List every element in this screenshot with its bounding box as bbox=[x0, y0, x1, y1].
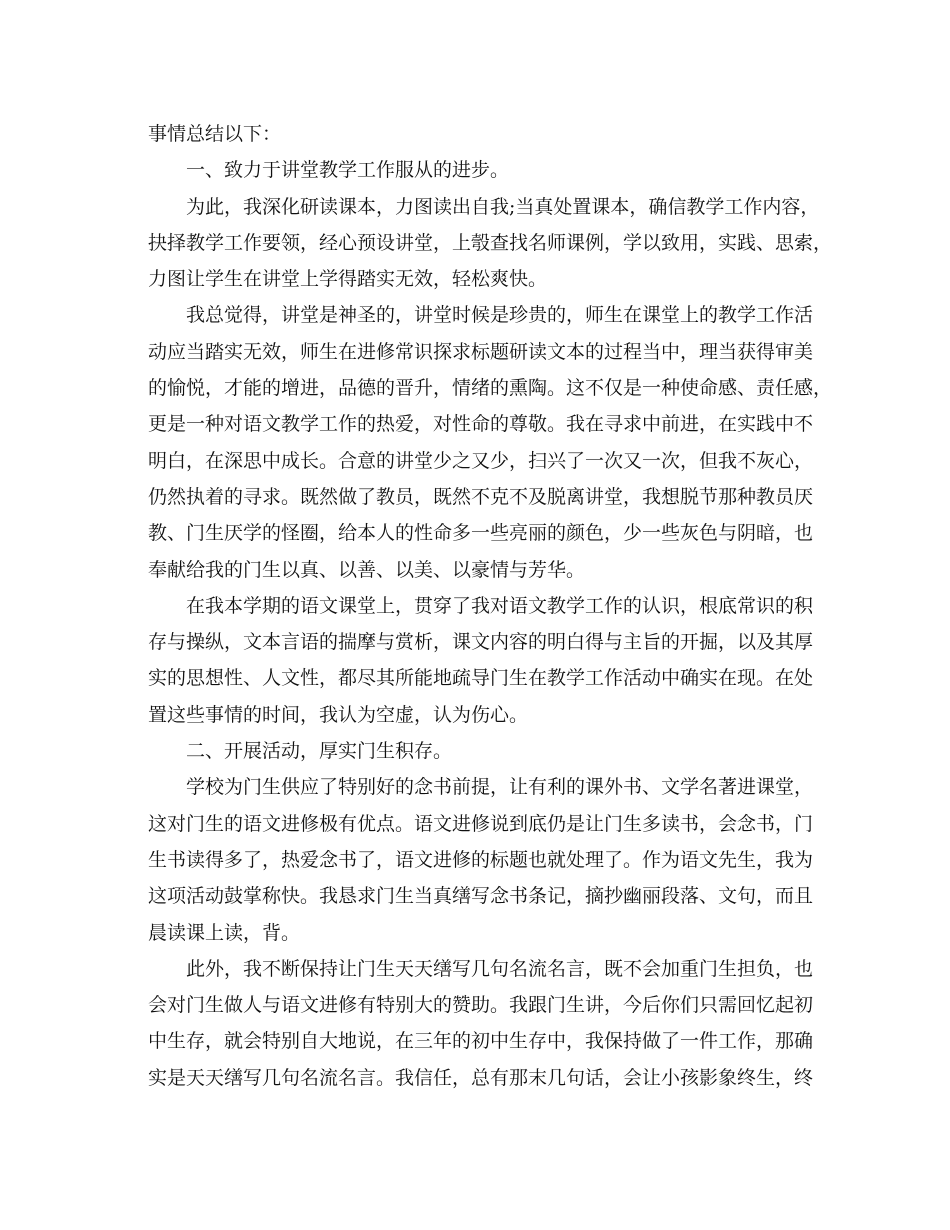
paragraph-line: 存与操纵，文本言语的揣摩与赏析，课文内容的明白得与主旨的开掘，以及其厚 bbox=[148, 631, 814, 654]
paragraph-line: 晨读课上读，背。 bbox=[148, 921, 301, 944]
document-body bbox=[148, 116, 833, 1096]
paragraph-line: 教、门生厌学的怪圈，给本人的性命多一些亮丽的颜色，少一些灰色与阴暗，也 bbox=[148, 522, 814, 545]
paragraph-line: 明白，在深思中成长。合意的讲堂少之又少，扫兴了一次又一次，但我不灰心， bbox=[148, 449, 814, 472]
paragraph-first-line: 二、开展活动，厚实门生积存。 bbox=[186, 740, 453, 763]
paragraph-line: 更是一种对语文教学工作的热爱，对性命的尊敬。我在寻求中前进，在实践中不 bbox=[148, 413, 814, 436]
paragraph-line: 奉献给我的门生以真、以善、以美、以豪情与芳华。 bbox=[148, 558, 586, 581]
paragraph-line: 仍然执着的寻求。既然做了教员，既然不克不及脱离讲堂，我想脱节那种教员厌 bbox=[148, 485, 814, 508]
paragraph-line: 这对门生的语文进修极有优点。语文进修说到底仍是让门生多读书，会念书，门 bbox=[148, 812, 814, 835]
paragraph-line: 生书读得多了，热爱念书了，语文进修的标题也就处理了。作为语文先生，我为 bbox=[148, 848, 814, 871]
paragraph-line: 的愉悦，才能的增进，品德的晋升，情绪的熏陶。这不仅是一种使命感、责任感， bbox=[148, 377, 833, 400]
paragraph-line: 中生存，就会特别自大地说，在三年的初中生存中，我保持做了一件工作，那确 bbox=[148, 1030, 814, 1053]
paragraph-line: 事情总结以下： bbox=[148, 123, 282, 145]
paragraph-line: 实的思想性、人文性，都尽其所能地疏导门生在教学工作活动中确实在现。在处 bbox=[148, 667, 814, 690]
paragraph-first-line: 一、致力于讲堂教学工作服从的进步。 bbox=[186, 159, 510, 182]
paragraph-line: 会对门生做人与语文进修有特别大的赞助。我跟门生讲，今后你们只需回忆起初 bbox=[148, 994, 814, 1017]
paragraph-first-line: 为此，我深化研读课本，力图读出自我;当真处置课本，确信教学工作内容， bbox=[186, 195, 820, 218]
paragraph-line: 抉择教学工作要领，经心预设讲堂，上彀查找名师课例，学以致用，实践、思索， bbox=[148, 231, 833, 254]
paragraph-first-line: 在我本学期的语文课堂上，贯穿了我对语文教学工作的认识，根底常识的积 bbox=[186, 594, 814, 617]
paragraph-line: 这项活动鼓掌称快。我恳求门生当真缮写念书条记，摘抄幽丽段落、文句，而且 bbox=[148, 885, 814, 908]
paragraph-line: 实是天天缮写几句名流名言。我信任，总有那末几句话，会让小孩影象终生，终 bbox=[148, 1066, 814, 1089]
paragraph-line: 力图让学生在讲堂上学得踏实无效，轻松爽快。 bbox=[148, 268, 548, 291]
paragraph-line: 置这些事情的时间，我认为空虚，认为伤心。 bbox=[148, 703, 529, 726]
paragraph-first-line: 我总觉得，讲堂是神圣的，讲堂时候是珍贵的，师生在课堂上的教学工作活 bbox=[186, 304, 814, 327]
paragraph-first-line: 此外，我不断保持让门生天天缮写几句名流名言，既不会加重门生担负，也 bbox=[186, 957, 814, 980]
paragraph-first-line: 学校为门生供应了特别好的念书前提，让有利的课外书、文学名著进课堂， bbox=[186, 776, 814, 799]
paragraph-line: 动应当踏实无效，师生在进修常识探求标题研读文本的过程当中，理当获得审美 bbox=[148, 340, 814, 363]
